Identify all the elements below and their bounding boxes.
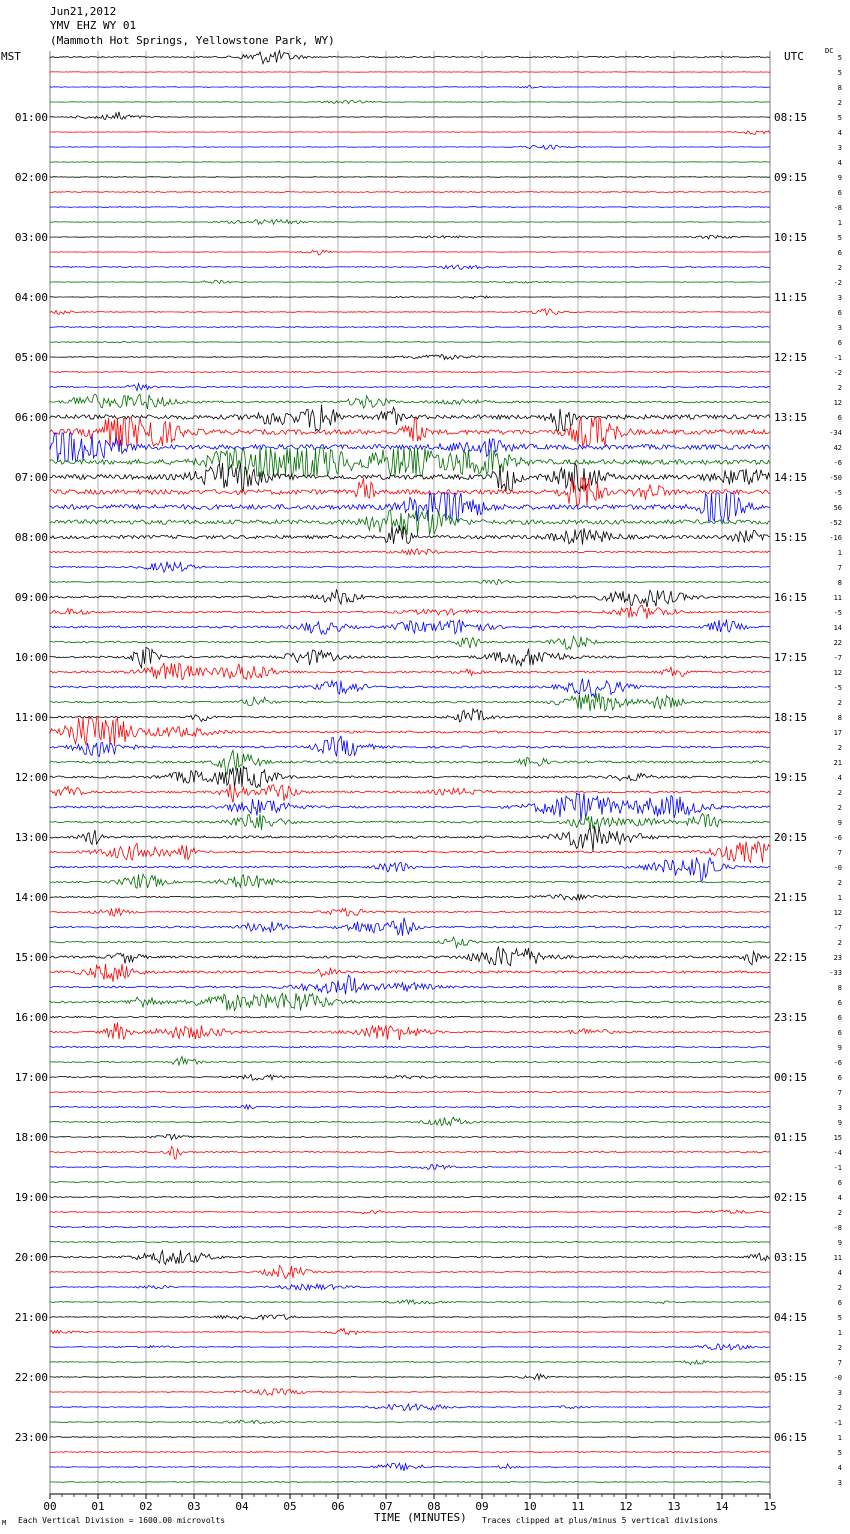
chart-date: Jun21,2012: [50, 5, 117, 18]
right-hour-label: 15:15: [774, 531, 808, 544]
seismic-trace: [50, 826, 770, 851]
seismic-trace: [50, 736, 770, 757]
left-hour-label: 04:00: [14, 291, 48, 304]
seismic-trace: [50, 993, 770, 1011]
seismic-trace: [50, 207, 770, 208]
seismic-trace: [50, 1074, 770, 1080]
dc-offset-label: -1: [833, 1419, 842, 1427]
dc-offset-label: 5: [837, 1449, 842, 1457]
seismic-trace: [50, 1210, 770, 1214]
seismic-trace: [50, 1242, 770, 1243]
seismic-trace: [50, 1226, 770, 1227]
dc-offset-label: 3: [837, 324, 842, 332]
dc-offset-label: -4: [833, 1149, 842, 1157]
dc-offset-label: 2: [837, 1344, 842, 1352]
seismic-trace: [50, 718, 770, 746]
dc-offset-label: 11: [833, 1254, 842, 1262]
right-hour-label: 00:15: [774, 1071, 808, 1084]
seismic-trace: [50, 709, 770, 722]
dc-offset-label: 4: [837, 1464, 842, 1472]
x-tick-label: 06: [331, 1500, 345, 1513]
seismic-trace: [50, 1147, 770, 1160]
dc-offset-label: 5: [837, 54, 842, 62]
right-hour-label: 16:15: [774, 591, 808, 604]
left-hour-label: 08:00: [14, 531, 48, 544]
left-hour-label: 03:00: [14, 231, 48, 244]
left-hour-label: 18:00: [14, 1131, 48, 1144]
seismic-trace: [50, 1266, 770, 1279]
seismic-trace: [50, 1091, 770, 1092]
dc-offset-label: 7: [837, 849, 842, 857]
dc-offset-label: 12: [833, 669, 842, 677]
seismic-trace: [50, 1420, 770, 1423]
seismic-trace: [50, 510, 770, 535]
dc-offset-label: 1: [837, 1329, 842, 1337]
left-hour-label: 02:00: [14, 171, 48, 184]
x-tick-label: 15: [763, 1500, 777, 1513]
x-tick-label: 14: [715, 1500, 729, 1513]
seismic-trace: [50, 1374, 770, 1380]
dc-offset-label: 6: [837, 309, 842, 317]
dc-offset-label: -1: [833, 1164, 842, 1172]
dc-offset-label: 1: [837, 219, 842, 227]
left-hour-label: 21:00: [14, 1311, 48, 1324]
seismic-trace: [50, 280, 770, 283]
right-hour-label: 23:15: [774, 1011, 808, 1024]
left-hour-label: 16:00: [14, 1011, 48, 1024]
right-hour-label: 03:15: [774, 1251, 808, 1264]
seismic-trace: [50, 549, 770, 555]
x-tick-label: 02: [139, 1500, 153, 1513]
seismic-trace: [50, 858, 770, 881]
seismic-trace: [50, 1328, 770, 1334]
dc-offset-label: 9: [837, 1239, 842, 1247]
seismic-trace: [50, 265, 770, 270]
dc-offset-label: -52: [829, 519, 842, 527]
seismic-trace: [50, 1344, 770, 1350]
dc-offset-label: 56: [833, 504, 842, 512]
seismic-trace: [50, 1389, 770, 1396]
x-tick-label: 08: [427, 1500, 441, 1513]
x-tick-label: 05: [283, 1500, 297, 1513]
dc-offset-label: 8: [837, 579, 842, 587]
seismic-trace: [50, 663, 770, 680]
right-hour-label: 20:15: [774, 831, 808, 844]
dc-offset-label: -50: [829, 474, 842, 482]
seismic-trace: [50, 894, 770, 900]
right-hour-label: 14:15: [774, 471, 808, 484]
station-location: (Mammoth Hot Springs, Yellowstone Park, WY): [50, 34, 335, 47]
x-tick-label: 03: [187, 1500, 201, 1513]
dc-offset-label: -5: [833, 684, 842, 692]
seismic-trace: [50, 526, 770, 545]
seismic-trace: [50, 647, 770, 667]
dc-offset-label: 5: [837, 1314, 842, 1322]
dc-offset-label: 2: [837, 804, 842, 812]
left-hour-label: 09:00: [14, 591, 48, 604]
seismic-trace: [50, 842, 770, 863]
axis-labels: [15, 54, 842, 1513]
seismic-trace: [50, 975, 770, 994]
dc-offset-label: -2: [833, 279, 842, 287]
dc-offset-label: 2: [837, 384, 842, 392]
dc-offset-label: 5: [837, 234, 842, 242]
left-hour-label: 07:00: [14, 471, 48, 484]
seismic-trace: [50, 235, 770, 239]
dc-offset-label: 14: [833, 624, 842, 632]
seismic-trace: [50, 606, 770, 619]
dc-offset-label: 12: [833, 399, 842, 407]
seismic-trace: [50, 448, 770, 476]
left-hour-label: 13:00: [14, 831, 48, 844]
seismic-trace: [50, 1250, 770, 1264]
right-hour-label: 11:15: [774, 291, 808, 304]
seismic-trace: [50, 793, 770, 821]
left-hour-label: 22:00: [14, 1371, 48, 1384]
dc-offset-label: 6: [837, 414, 842, 422]
right-hour-label: 13:15: [774, 411, 808, 424]
x-tick-label: 07: [379, 1500, 393, 1513]
dc-offset-label: -7: [833, 924, 842, 932]
seismic-trace: [50, 219, 770, 224]
dc-offset-label: 6: [837, 249, 842, 257]
right-hour-label: 18:15: [774, 711, 808, 724]
dc-offset-label: -5: [833, 609, 842, 617]
dc-offset-header: DC: [825, 47, 834, 55]
seismic-trace: [50, 679, 770, 698]
dc-offset-label: -7: [833, 654, 842, 662]
seismic-trace: [50, 131, 770, 135]
seismic-trace: [50, 937, 770, 948]
seismic-trace: [50, 918, 770, 936]
seismic-trace: [50, 51, 770, 64]
dc-offset-label: -2: [833, 369, 842, 377]
left-timezone-label: MST: [1, 50, 21, 63]
dc-offset-label: -34: [829, 429, 842, 437]
dc-offset-label: 4: [837, 1269, 842, 1277]
seismic-trace: [50, 192, 770, 193]
vertical-scale-note: Each Vertical Division = 1600.00 microvolts: [18, 1516, 226, 1525]
seismic-trace: [50, 1197, 770, 1198]
right-hour-label: 05:15: [774, 1371, 808, 1384]
dc-offset-label: 1: [837, 1434, 842, 1442]
dc-offset-label: -6: [833, 834, 842, 842]
seismic-trace: [50, 1056, 770, 1065]
dc-offset-label: 8: [837, 714, 842, 722]
seismic-trace: [50, 341, 770, 343]
dc-offset-label: 2: [837, 879, 842, 887]
dc-offset-label: 11: [833, 594, 842, 602]
seismic-trace: [50, 383, 770, 390]
seismic-trace: [50, 177, 770, 178]
seismic-trace: [50, 394, 770, 409]
seismic-trace: [50, 767, 770, 788]
dc-offset-label: 2: [837, 1209, 842, 1217]
dc-offset-label: 7: [837, 1359, 842, 1367]
dc-offset-label: -6: [833, 459, 842, 467]
dc-offset-label: 2: [837, 99, 842, 107]
dc-offset-label: -33: [829, 969, 842, 977]
seismic-trace: [50, 250, 770, 255]
seismic-trace: [50, 327, 770, 328]
dc-offset-label: 1: [837, 894, 842, 902]
dc-offset-label: 12: [833, 909, 842, 917]
dc-offset-label: -16: [829, 534, 842, 542]
x-tick-label: 01: [91, 1500, 105, 1513]
right-hour-label: 21:15: [774, 891, 808, 904]
right-hour-label: 09:15: [774, 171, 808, 184]
seismic-trace: [50, 1135, 770, 1140]
left-hour-label: 20:00: [14, 1251, 48, 1264]
right-hour-label: 17:15: [774, 651, 808, 664]
seismic-trace: [50, 693, 770, 711]
seismic-trace: [50, 1046, 770, 1047]
x-tick-label: 10: [523, 1500, 537, 1513]
grid-lines: [50, 51, 770, 1494]
seismic-trace: [50, 1105, 770, 1110]
right-hour-label: 12:15: [774, 351, 808, 364]
dc-offset-label: 6: [837, 1029, 842, 1037]
left-hour-label: 06:00: [14, 411, 48, 424]
right-hour-label: 08:15: [774, 111, 808, 124]
seismic-trace: [50, 562, 770, 573]
seismic-trace: [50, 947, 770, 966]
left-hour-label: 19:00: [14, 1191, 48, 1204]
dc-offset-label: 22: [833, 639, 842, 647]
seismic-trace: [50, 1182, 770, 1183]
dc-offset-label: 2: [837, 264, 842, 272]
dc-offset-label: 2: [837, 1284, 842, 1292]
dc-offset-label: 6: [837, 1179, 842, 1187]
x-tick-label: 00: [43, 1500, 57, 1513]
seismic-trace: [50, 1452, 770, 1453]
dc-offset-label: 42: [833, 444, 842, 452]
seismic-trace: [50, 1463, 770, 1471]
dc-offset-label: 3: [837, 1389, 842, 1397]
dc-offset-label: 8: [837, 984, 842, 992]
dc-offset-label: 6: [837, 1014, 842, 1022]
dc-offset-label: -8: [833, 1224, 842, 1232]
right-hour-label: 02:15: [774, 1191, 808, 1204]
left-hour-label: 23:00: [14, 1431, 48, 1444]
dc-offset-label: 4: [837, 1194, 842, 1202]
x-tick-label: 12: [619, 1500, 633, 1513]
dc-offset-label: 5: [837, 69, 842, 77]
x-tick-label: 09: [475, 1500, 489, 1513]
left-hour-label: 01:00: [14, 111, 48, 124]
seismic-trace: [50, 1437, 770, 1438]
seismic-trace: [50, 1482, 770, 1483]
dc-offset-label: 1: [837, 549, 842, 557]
dc-offset-label: 6: [837, 1299, 842, 1307]
dc-offset-label: 17: [833, 729, 842, 737]
seismic-trace: [50, 145, 770, 149]
seismic-trace: [50, 355, 770, 360]
dc-offset-label: 4: [837, 774, 842, 782]
dc-offset-label: 9: [837, 819, 842, 827]
right-hour-label: 01:15: [774, 1131, 808, 1144]
dc-offset-label: 23: [833, 954, 842, 962]
seismic-trace: [50, 1022, 770, 1040]
dc-offset-label: 2: [837, 939, 842, 947]
dc-offset-label: 21: [833, 759, 842, 767]
dc-offset-label: 4: [837, 129, 842, 137]
left-hour-label: 15:00: [14, 951, 48, 964]
dc-offset-label: 6: [837, 339, 842, 347]
seismic-trace: [50, 636, 770, 649]
left-hour-label: 11:00: [14, 711, 48, 724]
dc-offset-label: 2: [837, 789, 842, 797]
seismic-trace: [50, 813, 770, 830]
dc-offset-label: -6: [833, 1059, 842, 1067]
dc-offset-label: 6: [837, 1074, 842, 1082]
dc-offset-label: 4: [837, 159, 842, 167]
dc-offset-label: -0: [833, 1374, 842, 1382]
right-hour-label: 10:15: [774, 231, 808, 244]
station-id: YMV EHZ WY 01: [50, 19, 137, 32]
left-hour-label: 17:00: [14, 1071, 48, 1084]
dc-offset-label: 9: [837, 1044, 842, 1052]
seismic-trace: [50, 908, 770, 916]
seismic-trace: [50, 418, 770, 446]
seismic-trace: [50, 86, 770, 89]
left-hour-label: 05:00: [14, 351, 48, 364]
right-hour-label: 19:15: [774, 771, 808, 784]
x-tick-label: 13: [667, 1500, 681, 1513]
dc-offset-label: -8: [833, 204, 842, 212]
right-hour-label: 06:15: [774, 1431, 808, 1444]
dc-offset-label: -1: [833, 354, 842, 362]
dc-offset-label: -5: [833, 489, 842, 497]
seismic-trace: [50, 1016, 770, 1017]
dc-offset-label: 6: [837, 999, 842, 1007]
right-hour-label: 22:15: [774, 951, 808, 964]
seismic-trace: [50, 112, 770, 120]
seismic-trace: [50, 1315, 770, 1320]
left-hour-label: 10:00: [14, 651, 48, 664]
dc-offset-label: 2: [837, 744, 842, 752]
seismic-trace: [50, 478, 770, 506]
left-hour-label: 14:00: [14, 891, 48, 904]
seismic-trace: [50, 589, 770, 607]
seismic-trace: [50, 372, 770, 373]
dc-offset-label: 8: [837, 84, 842, 92]
seismic-trace: [50, 296, 770, 299]
seismic-trace: [50, 750, 770, 775]
seismic-trace: [50, 1117, 770, 1125]
dc-offset-label: 3: [837, 144, 842, 152]
dc-offset-label: 2: [837, 699, 842, 707]
dc-offset-label: 3: [837, 1479, 842, 1487]
seismic-trace: [50, 1360, 770, 1364]
dc-offset-label: 7: [837, 1089, 842, 1097]
dc-offset-label: 15: [833, 1134, 842, 1142]
seismic-trace: [50, 100, 770, 103]
seismic-trace: [50, 1300, 770, 1304]
right-timezone-label: UTC: [784, 50, 804, 63]
seismic-trace: [50, 309, 770, 315]
corner-mark: M: [2, 1519, 7, 1527]
seismic-trace: [50, 874, 770, 888]
dc-offset-label: 3: [837, 1104, 842, 1112]
right-hour-label: 04:15: [774, 1311, 808, 1324]
seismic-trace: [50, 580, 770, 585]
x-tick-label: 11: [571, 1500, 585, 1513]
left-hour-label: 12:00: [14, 771, 48, 784]
dc-offset-label: -0: [833, 864, 842, 872]
dc-offset-label: 9: [837, 1119, 842, 1127]
seismic-trace: [50, 619, 770, 634]
x-tick-label: 04: [235, 1500, 249, 1513]
dc-offset-label: 7: [837, 564, 842, 572]
seismic-trace: [50, 405, 770, 431]
dc-offset-label: 5: [837, 114, 842, 122]
seismic-trace: [50, 1284, 770, 1290]
dc-offset-label: 2: [837, 1404, 842, 1412]
x-axis-title: TIME (MINUTES): [374, 1511, 467, 1524]
trace-group: [50, 51, 770, 1483]
seismic-trace: [50, 1404, 770, 1411]
seismic-trace: [50, 1164, 770, 1169]
dc-offset-label: 3: [837, 294, 842, 302]
dc-offset-label: 9: [837, 174, 842, 182]
clip-note: Traces clipped at plus/minus 5 vertical divisions: [482, 1516, 719, 1525]
seismic-trace: [50, 964, 770, 982]
dc-offset-label: 6: [837, 189, 842, 197]
